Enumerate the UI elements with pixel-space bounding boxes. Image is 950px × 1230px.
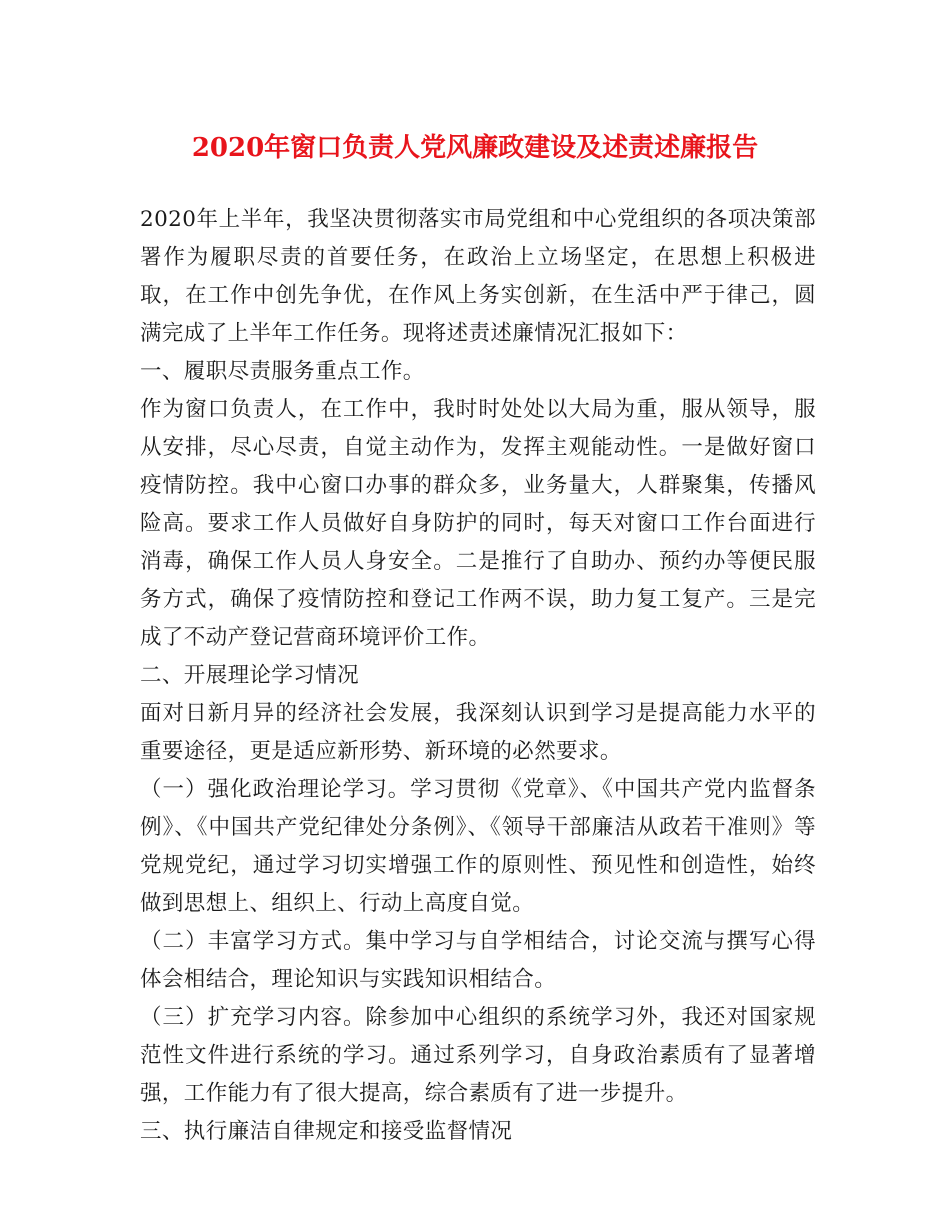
paragraph-study-1: （一）强化政治理论学习。学习贯彻《党章》、《中国共产党内监督条例》、《中国共产党纪律处分条例》、《领导干部廉洁从政若干准则》等党规党纪，通过学习切实增强工作的原则性、预见性和创造性，始终做到思想上、组织上、行动上高度自觉。 — [140, 777, 816, 916]
section-heading-3: 三、执行廉洁自律规定和接受监督情况 — [140, 1119, 513, 1144]
document-title: 2020年窗口负责人党风廉政建设及述责述廉报告 — [191, 133, 759, 163]
paragraph-intro: 2020年上半年，我坚决贯彻落实市局党组和中心党组织的各项决策部署作为履职尽责的首要任务，在政治上立场坚定，在思想上积极进取，在工作中创先争优，在作风上务实创新，在生活中严于律己，圆满完成了上半年工作任务。现将述责述廉情况汇报如下： — [140, 207, 816, 346]
document-body — [140, 201, 816, 1151]
paragraph-study-3: （三）扩充学习内容。除参加中心组织的系统学习外，我还对国家规范性文件进行系统的学习。通过系列学习，自身政治素质有了显著增强，工作能力有了很大提高，综合素质有了进一步提升。 — [140, 1005, 816, 1106]
paragraph-duty: 作为窗口负责人，在工作中，我时时处处以大局为重，服从领导，服从安排，尽心尽责，自觉主动作为，发挥主观能动性。一是做好窗口疫情防控。我中心窗口办事的群众多，业务量大，人群聚集，传播风险高。要求工作人员做好自身防护的同时，每天对窗口工作台面进行消毒，确保工作人员人身安全。二是推行了自助办、预约办等便民服务方式，确保了疫情防控和登记工作两不误，助力复工复产。三是完成了不动产登记营商环境评价工作。 — [140, 397, 816, 650]
paragraph-study-intro: 面对日新月异的经济社会发展，我深刻认识到学习是提高能力水平的重要途径，更是适应新形势、新环境的必然要求。 — [140, 701, 816, 764]
section-heading-1: 一、履职尽责服务重点工作。 — [140, 359, 425, 384]
section-heading-2: 二、开展理论学习情况 — [140, 663, 360, 688]
paragraph-study-2: （二）丰富学习方式。集中学习与自学相结合，讨论交流与撰写心得体会相结合，理论知识与实践知识相结合。 — [140, 929, 816, 992]
